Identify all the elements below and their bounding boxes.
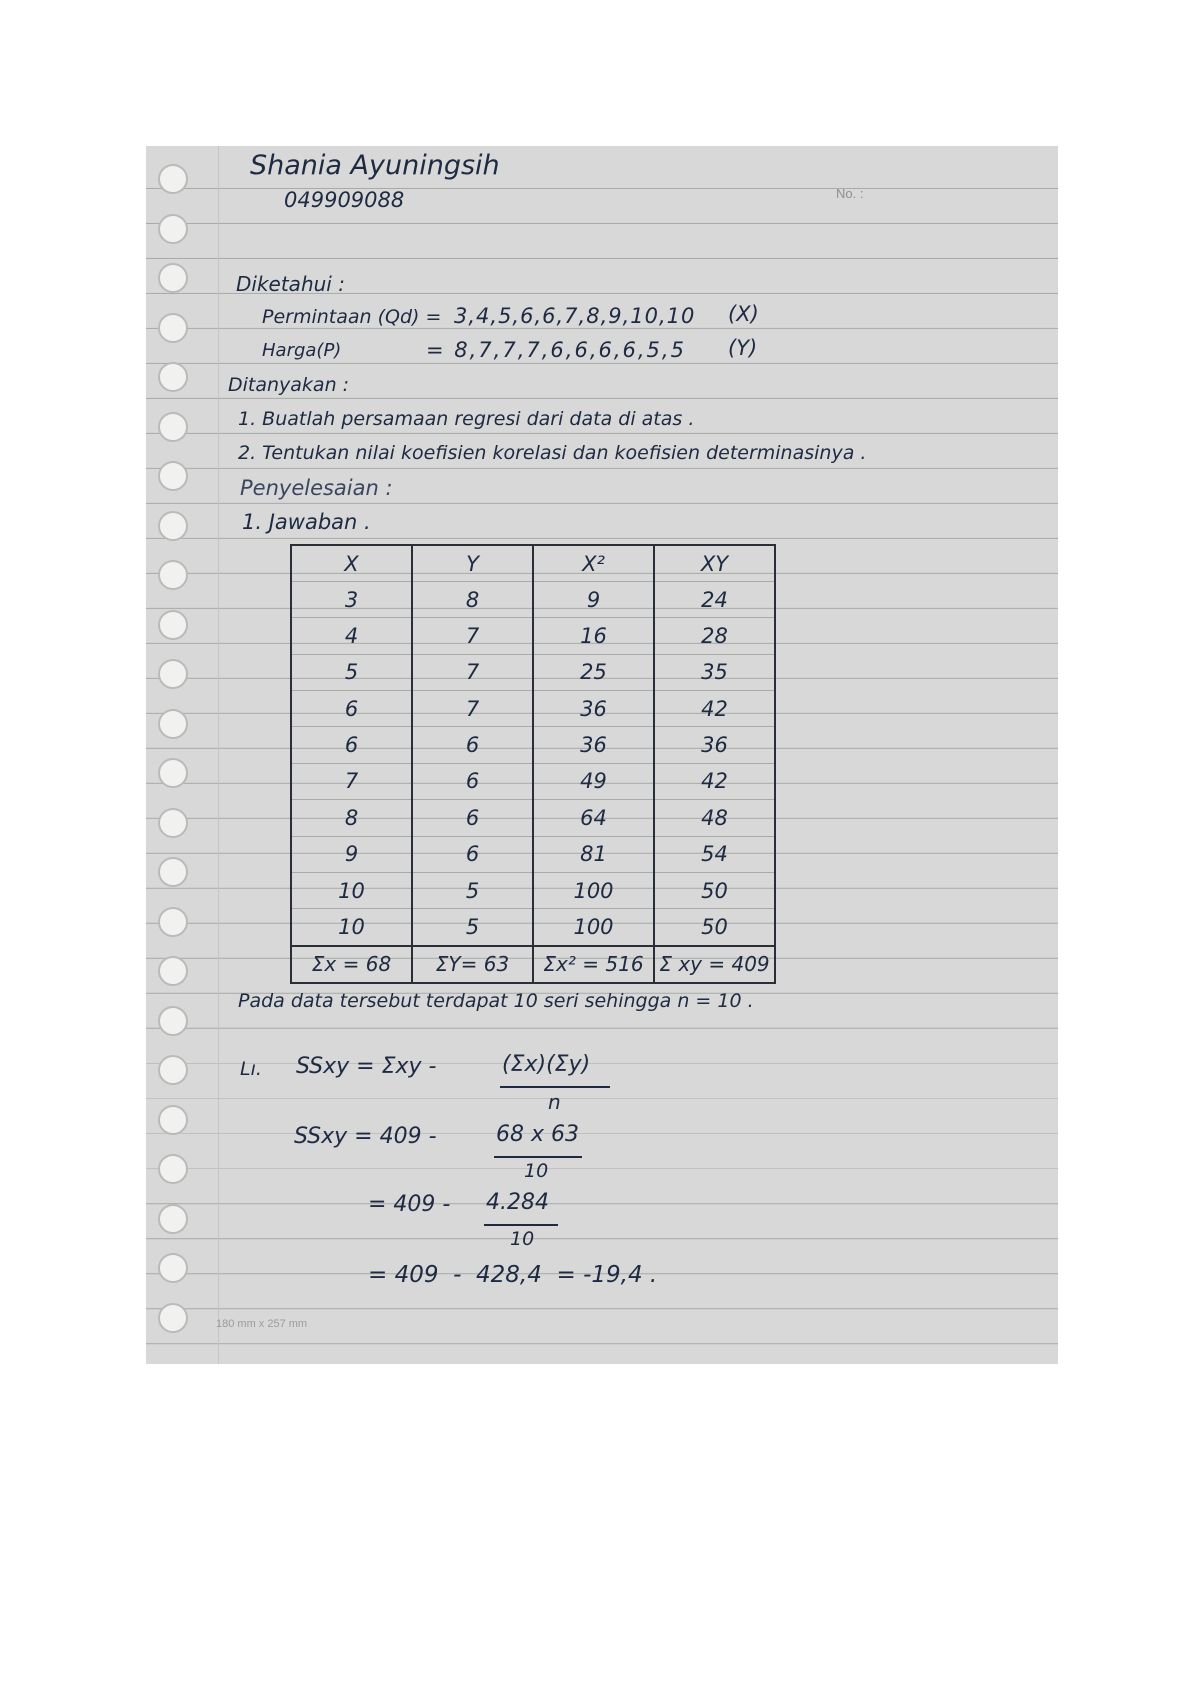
binder-hole — [158, 1253, 188, 1283]
col-header-x: X — [291, 545, 412, 582]
binder-hole — [158, 1204, 188, 1234]
cell-x-squared: 25 — [533, 654, 654, 690]
asked-heading: Ditanyakan : — [228, 374, 350, 396]
cell-x: 6 — [291, 691, 412, 727]
cell-x: 7 — [291, 763, 412, 799]
student-id: 049909088 — [284, 188, 405, 212]
cell-x-squared: 81 — [533, 836, 654, 872]
binder-hole — [158, 1303, 188, 1333]
cell-y: 7 — [412, 691, 533, 727]
binder-hole — [158, 1105, 188, 1135]
binder-hole — [158, 511, 188, 541]
cell-y: 8 — [412, 582, 533, 618]
calc-line-2-denominator: 10 — [524, 1160, 549, 1182]
binder-hole — [158, 1154, 188, 1184]
binder-hole — [158, 362, 188, 392]
cell-xy: 35 — [654, 654, 775, 690]
cell-y: 7 — [412, 618, 533, 654]
question-2: 2. Tentukan nilai koefisien korelasi dan koefisien determinasinya . — [238, 442, 867, 464]
cell-x: 8 — [291, 800, 412, 836]
cell-xy: 28 — [654, 618, 775, 654]
student-name: Shania Ayuningsih — [250, 150, 500, 181]
page-number-label: No. : — [836, 186, 864, 201]
calc-line-3-fraction-bar — [484, 1224, 558, 1226]
binder-hole — [158, 1006, 188, 1036]
table-sum-row — [291, 946, 775, 983]
cell-x-squared: 36 — [533, 691, 654, 727]
binder-hole — [158, 560, 188, 590]
calc-line-1-lhs: SSxy = Σxy - — [296, 1054, 437, 1079]
cell-x: 9 — [291, 836, 412, 872]
cell-y: 5 — [412, 872, 533, 908]
binder-hole — [158, 758, 188, 788]
known-heading: Diketahui : — [236, 272, 345, 296]
notebook-page — [146, 146, 1058, 1364]
paper-size-note: 180 mm x 257 mm — [216, 1318, 308, 1330]
binder-hole — [158, 907, 188, 937]
demand-values: 3,4,5,6,6,7,8,9,10,10 — [454, 304, 696, 328]
answer-1-heading: 1. Jawaban . — [242, 510, 371, 534]
table-row — [291, 582, 775, 618]
table-row — [291, 618, 775, 654]
cell-x-squared: 49 — [533, 763, 654, 799]
calc-line-3-numerator: 4.284 — [486, 1190, 549, 1215]
binder-hole — [158, 610, 188, 640]
cell-xy: 42 — [654, 691, 775, 727]
price-values: = 8,7,7,7,6,6,6,6,5,5 — [426, 338, 686, 362]
binder-hole — [158, 461, 188, 491]
sum-x: Σx = 68 — [291, 946, 412, 983]
table-row — [291, 654, 775, 690]
cell-y: 7 — [412, 654, 533, 690]
cell-x: 5 — [291, 654, 412, 690]
cell-xy: 48 — [654, 800, 775, 836]
binder-hole — [158, 956, 188, 986]
binder-hole — [158, 808, 188, 838]
binder-hole — [158, 214, 188, 244]
cell-x-squared: 16 — [533, 618, 654, 654]
cell-xy: 50 — [654, 909, 775, 946]
cell-x: 3 — [291, 582, 412, 618]
regression-table — [290, 544, 776, 984]
cell-x-squared: 9 — [533, 582, 654, 618]
table-row — [291, 909, 775, 946]
calc-line-2-fraction-bar — [494, 1156, 582, 1158]
cell-y: 5 — [412, 909, 533, 946]
price-label: Harga(P) — [262, 340, 342, 361]
calc-line-1-fraction-bar — [500, 1086, 610, 1088]
cell-xy: 50 — [654, 872, 775, 908]
margin-line — [218, 146, 219, 1364]
table-header-row — [291, 545, 775, 582]
binder-hole — [158, 1055, 188, 1085]
binder-hole — [158, 857, 188, 887]
cell-x: 4 — [291, 618, 412, 654]
sum-x-squared: Σx² = 516 — [533, 946, 654, 983]
col-header-xy: XY — [654, 545, 775, 582]
cell-xy: 42 — [654, 763, 775, 799]
cell-x: 10 — [291, 909, 412, 946]
binder-hole — [158, 412, 188, 442]
calc-line-2-numerator: 68 x 63 — [496, 1122, 579, 1147]
cell-xy: 54 — [654, 836, 775, 872]
cell-x-squared: 100 — [533, 872, 654, 908]
binder-hole — [158, 164, 188, 194]
sum-y: ΣY= 63 — [412, 946, 533, 983]
table-row — [291, 727, 775, 763]
table-row — [291, 691, 775, 727]
cell-xy: 24 — [654, 582, 775, 618]
calc-line-2-lhs: SSxy = 409 - — [294, 1124, 437, 1149]
cell-x: 10 — [291, 872, 412, 908]
cell-xy: 36 — [654, 727, 775, 763]
table-row — [291, 800, 775, 836]
cell-x-squared: 36 — [533, 727, 654, 763]
calc-line-4-result: = 409 - 428,4 = -19,4 . — [368, 1262, 658, 1288]
col-header-x-squared: X² — [533, 545, 654, 582]
binder-hole — [158, 263, 188, 293]
binder-hole — [158, 313, 188, 343]
calc-line-1-numerator: (Σx)(Σy) — [502, 1052, 591, 1077]
demand-variable: (X) — [728, 302, 759, 326]
binder-holes — [158, 164, 198, 1354]
calc-line-3-lhs: = 409 - — [368, 1192, 451, 1217]
binder-hole — [158, 709, 188, 739]
question-1: 1. Buatlah persamaan regresi dari data di atas . — [238, 408, 695, 430]
series-note: Pada data tersebut terdapat 10 seri sehingga n = 10 . — [238, 990, 754, 1012]
cell-y: 6 — [412, 763, 533, 799]
price-variable: (Y) — [728, 336, 758, 360]
calc-line-1-denominator: n — [548, 1090, 561, 1114]
cell-y: 6 — [412, 800, 533, 836]
cell-x-squared: 100 — [533, 909, 654, 946]
col-header-y: Y — [412, 545, 533, 582]
binder-hole — [158, 659, 188, 689]
demand-label: Permintaan (Qd) = — [262, 306, 442, 328]
calc-line-3-denominator: 10 — [510, 1228, 535, 1250]
cell-x: 6 — [291, 727, 412, 763]
table-row — [291, 872, 775, 908]
solution-heading: Penyelesaian : — [240, 476, 393, 500]
sum-xy: Σ xy = 409 — [654, 946, 775, 983]
cell-y: 6 — [412, 836, 533, 872]
cell-x-squared: 64 — [533, 800, 654, 836]
table-row — [291, 836, 775, 872]
table-row — [291, 763, 775, 799]
calc-label: Lı. — [240, 1058, 262, 1080]
cell-y: 6 — [412, 727, 533, 763]
